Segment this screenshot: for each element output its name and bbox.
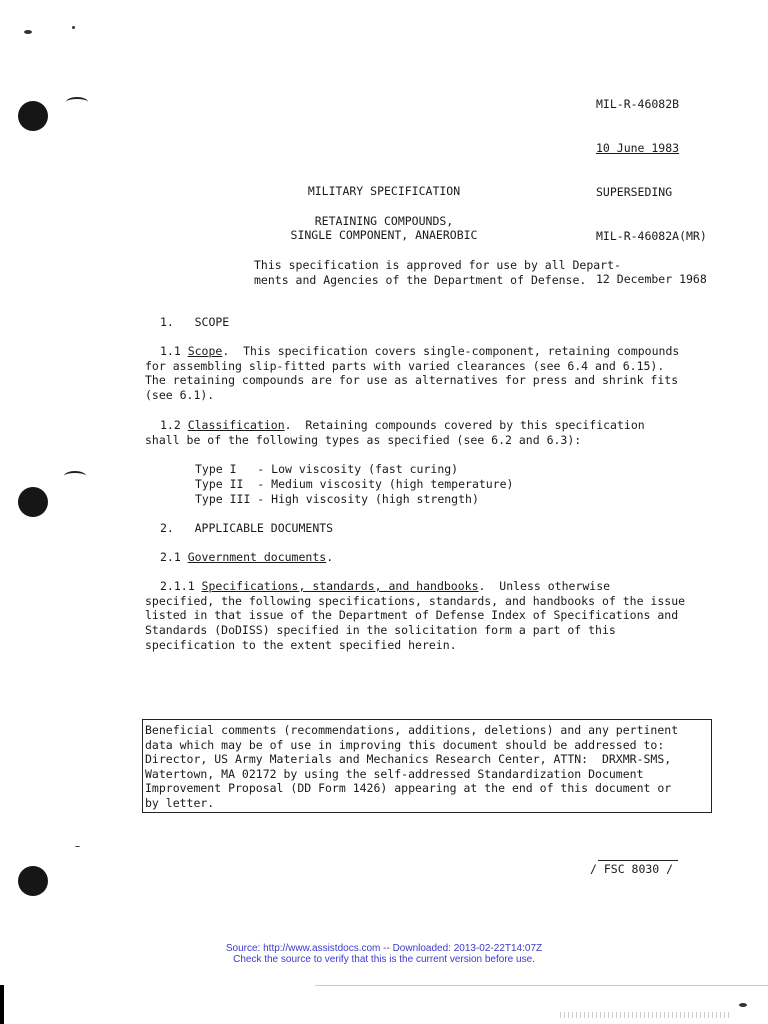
section-1-heading: 1. SCOPE (160, 315, 230, 329)
binder-hole-middle (18, 487, 48, 517)
superseded-date: 12 December 1968 (596, 272, 707, 287)
binder-hole-bottom (18, 866, 48, 896)
paragraph-1-1-number: 1.1 (160, 344, 188, 358)
paragraph-2-1-1-number: 2.1.1 (160, 579, 202, 593)
spec-name-line1: RETAINING COMPOUNDS, (314, 214, 454, 228)
paragraph-1-1-first-line (160, 344, 679, 359)
paragraph-2-1-1-line3: listed in that issue of the Department of Defense Index of Specifications and (145, 608, 679, 622)
approval-line1: This specification is approved for use by all Depart- (254, 258, 621, 272)
paragraph-2-1 (160, 550, 333, 565)
spec-name-line2: SINGLE COMPONENT, ANAEROBIC (290, 228, 478, 242)
scan-speck (739, 1003, 747, 1007)
paragraph-1-1-line3: The retaining compounds are for use as alternatives for press and shrink fits (145, 373, 679, 387)
scan-speck (75, 846, 80, 847)
scan-speck (72, 26, 75, 29)
notice-line: Director, US Army Materials and Mechanics Research Center, ATTN: DRXMR-SMS, (145, 752, 672, 766)
paragraph-2-1-1-line5: specification to the extent specified herein. (145, 638, 457, 652)
paragraph-1-2-line2: shall be of the following types as specified (see 6.2 and 6.3): (145, 433, 582, 447)
source-line: Source: http://www.assistdocs.com -- Downloaded: 2013-02-22T14:07Z (225, 943, 543, 954)
paragraph-1-1-text: . This specification covers single-component, retaining compounds (222, 344, 680, 358)
scan-noise (560, 1012, 730, 1018)
paragraph-2-1-1-line2: specified, the following specifications, standards, and handbooks of the issue (145, 594, 686, 608)
paragraph-2-1-1-text: . Unless otherwise (478, 579, 611, 593)
scan-mark (64, 471, 86, 481)
notice-line: Beneficial comments (recommendations, additions, deletions) and any pertinent (145, 723, 679, 737)
superseded-number: MIL-R-46082A(MR) (596, 228, 707, 243)
paragraph-2-1-number: 2.1 (160, 550, 188, 564)
binder-hole-top (18, 101, 48, 131)
paragraph-2-1-title: Government documents (187, 550, 327, 564)
superseding-label: SUPERSEDING (596, 184, 673, 199)
paragraph-1-1-line4: (see 6.1). (145, 388, 215, 402)
type-item: Type III - High viscosity (high strength) (195, 492, 479, 506)
fsc-rule (598, 860, 678, 861)
scan-rule (315, 985, 768, 986)
scan-edge (0, 985, 4, 1024)
approval-line2: ments and Agencies of the Department of Defense. (254, 273, 587, 287)
spec-type-title: MILITARY SPECIFICATION (307, 184, 461, 198)
fsc-code: / FSC 8030 / (590, 862, 674, 876)
paragraph-2-1-1-first-line (160, 579, 610, 594)
scan-speck (24, 30, 32, 34)
paragraph-1-2-title: Classification (187, 418, 285, 432)
type-item: Type II - Medium viscosity (high temperature) (195, 477, 514, 491)
paragraph-1-2-number: 1.2 (160, 418, 188, 432)
comments-notice-box (142, 719, 712, 813)
doc-date: 10 June 1983 (596, 140, 680, 155)
verify-line: Check the source to verify that this is the current version before use. (233, 954, 535, 965)
paragraph-2-1-1-title: Specifications, standards, and handbooks (201, 579, 479, 593)
paragraph-1-2-first-line (160, 418, 645, 433)
notice-line: Improvement Proposal (DD Form 1426) appearing at the end of this document or (145, 781, 672, 795)
notice-line: by letter. (145, 796, 215, 810)
paragraph-1-2-text: . Retaining compounds covered by this specification (284, 418, 645, 432)
notice-line: data which may be of use in improving this document should be addressed to: (145, 738, 665, 752)
paragraph-2-1-end: . (326, 550, 334, 564)
paragraph-1-1-title: Scope (187, 344, 223, 358)
type-item: Type I - Low viscosity (fast curing) (195, 462, 459, 476)
doc-number: MIL-R-46082B (596, 97, 680, 112)
paragraph-2-1-1-line4: Standards (DoDISS) specified in the solicitation form a part of this (145, 623, 616, 637)
section-2-heading: 2. APPLICABLE DOCUMENTS (160, 521, 334, 535)
scan-mark (66, 97, 88, 107)
notice-line: Watertown, MA 02172 by using the self-addressed Standardization Document (145, 767, 644, 781)
paragraph-1-1-line2: for assembling slip-fitted parts with varied clearances (see 6.4 and 6.15). (145, 359, 665, 373)
